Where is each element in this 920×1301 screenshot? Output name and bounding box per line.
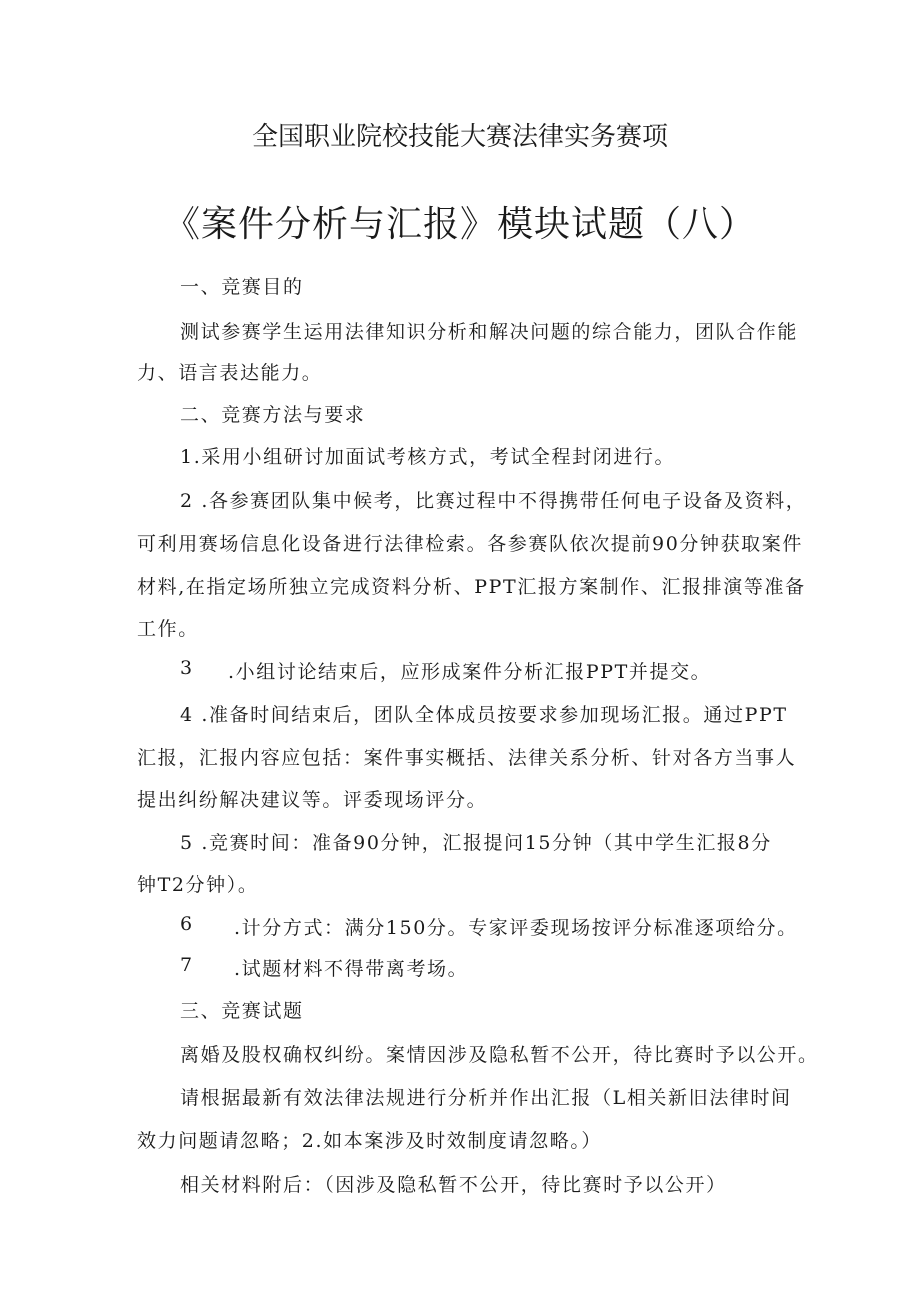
section-heading-2: 二、竞赛方法与要求 [180,404,366,426]
paragraph-line: 效力问题请忽略；2.如本案涉及时效制度请忽略。） [137,1130,603,1152]
list-item-3-number: 3 [180,657,194,679]
list-item-7-text: .试题材料不得带离考场。 [234,958,469,980]
paragraph-line: 力、语言表达能力。 [137,362,323,384]
list-item-2-line: 材料,在指定场所独立完成资料分析、PPT汇报方案制作、汇报排演等准备 [137,576,806,598]
list-item-2-line: 可利用赛场信息化设备进行法律检索。各参赛队依次提前90分钟获取案件 [137,533,803,555]
list-item-2-line: 工作。 [137,618,199,640]
list-item-3-text: .小组讨论结束后，应形成案件分析汇报PPT并提交。 [228,661,712,683]
paragraph-line: 测试参赛学生运用法律知识分析和解决问题的综合能力，团队合作能 [180,321,799,343]
list-item-2-line: 2 .各参赛团队集中候考，比赛过程中不得携带任何电子设备及资料， [180,490,807,512]
list-item-4-line: 提出纠纷解决建议等。评委现场评分。 [137,789,488,811]
section-heading-1: 一、竞赛目的 [180,276,304,298]
paragraph-line: 相关材料附后：（因涉及隐私暂不公开，待比赛时予以公开） [180,1174,727,1196]
document-subtitle: 《案件分析与汇报》模块试题（八） [163,204,756,245]
list-item-7-number: 7 [180,954,194,976]
list-item-4-line: 4 .准备时间结束后，团队全体成员按要求参加现场汇报。通过PPT [180,704,788,726]
list-item-4-line: 汇报，汇报内容应包括：案件事实概括、法律关系分析、针对各方当事人 [137,747,797,769]
section-heading-3: 三、竞赛试题 [180,1000,304,1022]
paragraph-line: 离婚及股权确权纠纷。案情因涉及隐私暂不公开，待比赛时予以公开。 [180,1044,819,1066]
document-title: 全国职业院校技能大赛法律实务赛项 [251,122,668,152]
paragraph-line: 请根据最新有效法律法规进行分析并作出汇报（L相关新旧法律时间 [180,1087,792,1109]
list-item-5-line: 钟T2分钟）。 [137,874,259,896]
list-item-6-number: 6 [180,913,194,935]
list-item-5-line: 5 .竞赛时间：准备90分钟，汇报提问15分钟（其中学生汇报8分 [180,832,772,854]
list-item-1: 1.采用小组研讨加面试考核方式，考试全程封闭进行。 [180,446,676,468]
list-item-6-text: .计分方式：满分150分。专家评委现场按评分标准逐项给分。 [234,917,798,939]
